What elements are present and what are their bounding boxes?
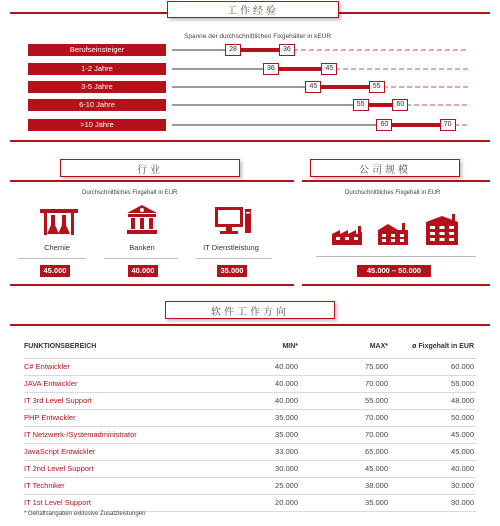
min-salary: 35.000 <box>214 409 300 426</box>
experience-max-value: 45 <box>321 63 337 75</box>
table-row <box>24 392 476 409</box>
industry-value-it: 35.000 <box>217 265 247 277</box>
experience-track <box>172 86 321 88</box>
large-factory-icon <box>424 214 460 246</box>
industry-name-it: IT Dienstleistung <box>203 243 259 252</box>
experience-track <box>172 124 392 126</box>
size-value: 45.000 – 50.000 <box>357 265 431 277</box>
functions-title: 软件工作方向 <box>165 301 335 319</box>
min-salary: 20.000 <box>214 494 300 511</box>
avg-salary: 50.000 <box>390 409 476 426</box>
experience-max-value: 60 <box>392 99 408 111</box>
max-salary: 75.000 <box>300 358 390 375</box>
min-salary: 33.000 <box>214 443 300 460</box>
avg-salary: 60.000 <box>390 358 476 375</box>
max-salary: 38.000 <box>300 477 390 494</box>
table-header-row <box>24 336 476 358</box>
experience-row <box>28 44 468 56</box>
min-salary: 35.000 <box>214 426 300 443</box>
avg-salary: 40.000 <box>390 460 476 477</box>
experience-bottom-line <box>10 140 490 142</box>
experience-range-bar <box>392 123 439 127</box>
table-row <box>24 426 476 443</box>
max-salary: 70.000 <box>300 426 390 443</box>
experience-dash <box>406 104 468 106</box>
function-name: IT 2nd Level Support <box>24 460 214 477</box>
max-salary: 65.000 <box>300 443 390 460</box>
table-row <box>24 460 476 477</box>
table-row <box>24 409 476 426</box>
experience-title: 工作经验 <box>167 1 339 18</box>
table-row <box>24 477 476 494</box>
bank-building-icon <box>125 203 159 235</box>
max-salary: 55.000 <box>300 392 390 409</box>
functions-table <box>24 336 476 512</box>
experience-min-value: 45 <box>305 81 321 93</box>
experience-track <box>172 104 369 106</box>
function-name: IT 3rd Level Support <box>24 392 214 409</box>
size-divider <box>316 256 476 257</box>
experience-max-value: 70 <box>440 119 456 131</box>
avg-salary: 55.000 <box>390 375 476 392</box>
industry-divider-2 <box>104 258 178 259</box>
avg-salary: 45.000 <box>390 443 476 460</box>
small-factory-icon <box>330 226 364 246</box>
header-area: FUNKTIONSBEREICH <box>24 336 214 358</box>
header-max: MAX* <box>300 336 390 358</box>
experience-row <box>28 81 468 93</box>
industry-top-line <box>10 180 294 182</box>
industry-name-banken: Banken <box>129 243 155 252</box>
industry-value-chemie: 45.000 <box>40 265 70 277</box>
max-salary: 35.000 <box>300 494 390 511</box>
avg-salary: 30.000 <box>390 494 476 511</box>
experience-range-bar <box>369 103 393 107</box>
industry-divider-3 <box>196 258 272 259</box>
experience-label: Berufseinsteiger <box>28 44 166 56</box>
avg-salary: 48.000 <box>390 392 476 409</box>
size-top-line <box>302 180 490 182</box>
experience-min-value: 55 <box>353 99 369 111</box>
industry-title: 行业 <box>60 159 240 177</box>
size-title: 公司规模 <box>310 159 460 177</box>
experience-dash <box>454 124 468 126</box>
min-salary: 40.000 <box>214 392 300 409</box>
function-name: IT 1st Level Support <box>24 494 214 511</box>
avg-salary: 30.000 <box>390 477 476 494</box>
function-name: JAVA Entwickler <box>24 375 214 392</box>
function-name: IT Techniker <box>24 477 214 494</box>
experience-label: 3-5 Jahre <box>28 81 166 93</box>
lab-flasks-icon <box>38 207 80 237</box>
experience-range-bar <box>321 85 368 89</box>
industry-name-chemie: Chemie <box>44 243 70 252</box>
industry-divider-1 <box>18 258 86 259</box>
experience-min-value: 28 <box>225 44 241 56</box>
industry-bottom-line <box>10 284 294 286</box>
max-salary: 70.000 <box>300 375 390 392</box>
size-subtitle: Durchschnittliches Fixgehalt in EUR <box>345 190 441 196</box>
header-avg: ø Fixgehalt in EUR <box>390 336 476 358</box>
table-row <box>24 358 476 375</box>
min-salary: 40.000 <box>214 375 300 392</box>
experience-row <box>28 99 468 111</box>
medium-factory-icon <box>376 222 410 246</box>
table-row <box>24 443 476 460</box>
experience-label: 1-2 Jahre <box>28 63 166 75</box>
header-min: MIN* <box>214 336 300 358</box>
experience-row <box>28 119 468 131</box>
avg-salary: 45.000 <box>390 426 476 443</box>
industry-value-banken: 40.000 <box>128 265 158 277</box>
experience-max-value: 36 <box>279 44 295 56</box>
table-row <box>24 494 476 511</box>
experience-min-value: 60 <box>376 119 392 131</box>
computer-monitor-icon <box>212 205 252 237</box>
function-name: PHP Entwickler <box>24 409 214 426</box>
experience-row <box>28 63 468 75</box>
experience-dash <box>383 86 468 88</box>
industry-subtitle: Durchschnittliches Fixgehalt in EUR <box>82 190 178 196</box>
experience-label: >10 Jahre <box>28 119 166 131</box>
experience-max-value: 55 <box>369 81 385 93</box>
experience-subtitle: Spanne der durchschnittlichen Fixgehälter in kEUR <box>184 33 332 40</box>
function-name: C# Entwickler <box>24 358 214 375</box>
min-salary: 40.000 <box>214 358 300 375</box>
max-salary: 45.000 <box>300 460 390 477</box>
footnote: * Gehaltsangaben exklusive Zusatzleistungen <box>24 511 146 517</box>
table-row <box>24 375 476 392</box>
min-salary: 25.000 <box>214 477 300 494</box>
experience-dash <box>335 68 468 70</box>
experience-label: 6-10 Jahre <box>28 99 166 111</box>
experience-dash <box>293 49 468 51</box>
min-salary: 30.000 <box>214 460 300 477</box>
function-name: IT Netzwerk-/Systemadministrator <box>24 426 214 443</box>
max-salary: 70.000 <box>300 409 390 426</box>
functions-top-line <box>10 324 490 326</box>
experience-range-bar <box>241 48 279 52</box>
size-bottom-line <box>302 284 490 286</box>
experience-range-bar <box>279 67 322 71</box>
function-name: JavaScript Entwickler <box>24 443 214 460</box>
experience-min-value: 36 <box>263 63 279 75</box>
